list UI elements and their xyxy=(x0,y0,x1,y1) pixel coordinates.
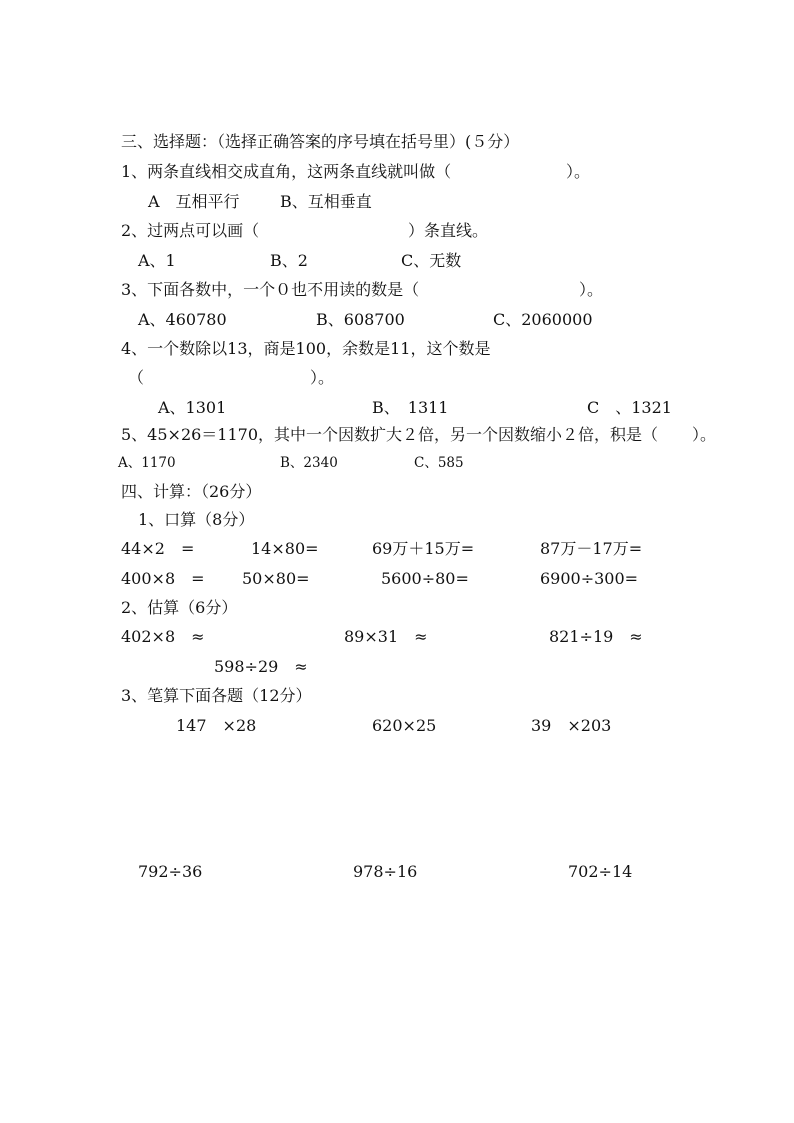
question-4-stem: 4、一个数除以13，商是100，余数是11，这个数是 xyxy=(121,339,491,358)
question-2-option-b: B、2 xyxy=(270,251,308,270)
question-4-option-c: C 、1321 xyxy=(587,398,672,417)
question-5-stem: 5、45×26＝1170，其中一个因数扩大２倍，另一个因数缩小２倍，积是（ xyxy=(121,425,659,444)
question-5-option-a: A、1170 xyxy=(118,455,176,471)
estimate-item: 598÷29 ≈ xyxy=(214,657,308,676)
estimate-item: 402×8 ≈ xyxy=(121,627,205,646)
question-2-stem: 2、过两点可以画（ xyxy=(121,221,260,240)
question-5-option-c: C、585 xyxy=(414,455,464,471)
oral-calc-title: 1、口算（8分） xyxy=(138,510,255,529)
question-1-option-a: A 互相平行 xyxy=(148,192,240,211)
section-3-heading: 三、选择题：（选择正确答案的序号填在括号里）(５分） xyxy=(121,132,520,151)
oral-calc-item: 400×8 = xyxy=(121,569,205,588)
question-3-answer-paren-close: ）。 xyxy=(579,280,604,299)
question-3-stem: 3、下面各数中，一个０也不用读的数是（ xyxy=(121,280,420,299)
written-calc-item: 39 ×203 xyxy=(531,716,612,735)
question-4-option-b: B、 1311 xyxy=(372,398,449,417)
question-5-option-b: B、2340 xyxy=(280,455,338,471)
question-2-option-c: C、无数 xyxy=(401,251,462,270)
question-3-option-b: B、608700 xyxy=(316,310,405,329)
question-1-answer-paren-close: ）。 xyxy=(566,162,591,181)
section-4-heading: 四、计算：（26分） xyxy=(121,482,262,501)
question-4-answer-paren-open: （ xyxy=(128,368,145,387)
question-1-stem: 1、两条直线相交成直角，这两条直线就叫做（ xyxy=(121,162,452,181)
question-2-answer-paren-close: ）条直线。 xyxy=(408,221,489,240)
oral-calc-item: 69万＋15万= xyxy=(372,539,475,558)
written-calc-item: 978÷16 xyxy=(353,862,418,881)
oral-calc-item: 6900÷300= xyxy=(540,569,639,588)
oral-calc-item: 14×80= xyxy=(251,539,319,558)
estimate-title: 2、估算（6分） xyxy=(121,598,238,617)
written-calc-item: 620×25 xyxy=(372,716,437,735)
estimate-item: 89×31 ≈ xyxy=(344,627,428,646)
question-3-option-c: C、2060000 xyxy=(493,310,593,329)
oral-calc-item: 5600÷80= xyxy=(381,569,469,588)
question-5-answer-paren-close: ）。 xyxy=(692,425,717,444)
question-4-answer-paren-close: ）。 xyxy=(310,368,335,387)
oral-calc-item: 87万－17万= xyxy=(540,539,643,558)
oral-calc-item: 44×2 = xyxy=(121,539,195,558)
question-3-option-a: A、460780 xyxy=(138,310,227,329)
question-1-option-b: B、互相垂直 xyxy=(280,192,372,211)
question-2-option-a: A、1 xyxy=(138,251,176,270)
question-4-option-a: A、1301 xyxy=(158,398,227,417)
written-calc-item: 792÷36 xyxy=(138,862,203,881)
written-calc-title: 3、笔算下面各题（12分） xyxy=(121,686,312,705)
estimate-item: 821÷19 ≈ xyxy=(549,627,643,646)
written-calc-item: 147 ×28 xyxy=(176,716,257,735)
oral-calc-item: 50×80= xyxy=(242,569,310,588)
written-calc-item: 702÷14 xyxy=(568,862,633,881)
